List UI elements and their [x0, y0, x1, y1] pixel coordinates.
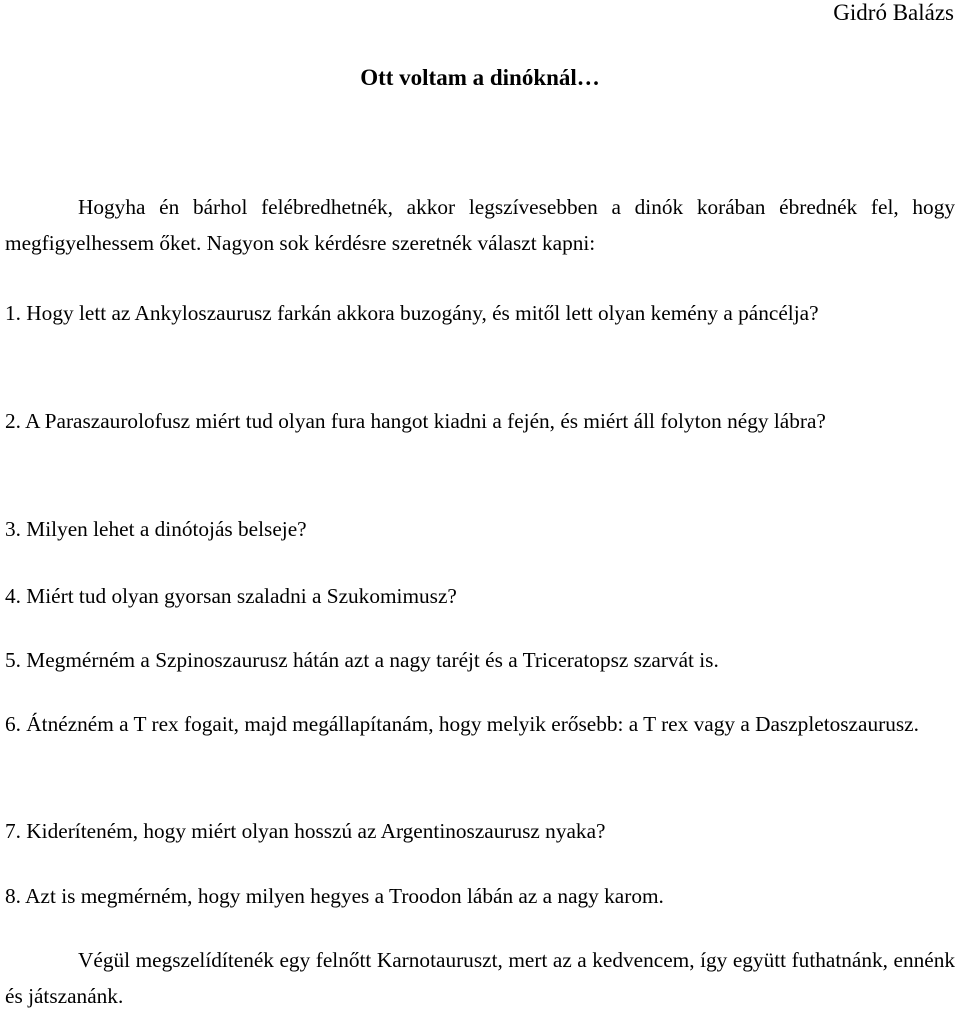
closing-paragraph: Végül megszelídítenék egy felnőtt Karnotauruszt, mert az a kedvencem, így együtt futhatnánk, ennénk és játszanánk.	[5, 948, 955, 1008]
list-item: 6. Átnézném a T rex fogait, majd megállapítanám, hogy melyik erősebb: a T rex vagy a Daszpletoszaurusz.	[5, 712, 919, 736]
list-item: 2. A Paraszaurolofusz miért tud olyan fura hangot kiadni a fején, és miért áll folyton négy lábra?	[5, 409, 826, 433]
list-item: 8. Azt is megmérném, hogy milyen hegyes a Troodon lábán az a nagy karom.	[5, 884, 664, 908]
author-name: Gidró Balázs	[833, 0, 954, 25]
intro-paragraph: Hogyha én bárhol felébredhetnék, akkor legszívesebben a dinók korában ébrednék fel, hogy megfigyelhessem őket. Nagyon sok kérdésre szeretnék választ kapni:	[5, 195, 955, 255]
list-item: 4. Miért tud olyan gyorsan szaladni a Szukomimusz?	[5, 584, 457, 608]
list-item: 3. Milyen lehet a dinótojás belseje?	[5, 517, 307, 541]
list-item: 7. Kideríteném, hogy miért olyan hosszú az Argentinoszaurusz nyaka?	[5, 819, 606, 843]
list-item: 1. Hogy lett az Ankyloszaurusz farkán akkora buzogány, és mitől lett olyan kemény a páncélja?	[5, 301, 819, 325]
document-title: Ott voltam a dinóknál…	[360, 65, 600, 90]
list-item: 5. Megmérném a Szpinoszaurusz hátán azt a nagy taréjt és a Triceratopsz szarvát is.	[5, 648, 719, 672]
